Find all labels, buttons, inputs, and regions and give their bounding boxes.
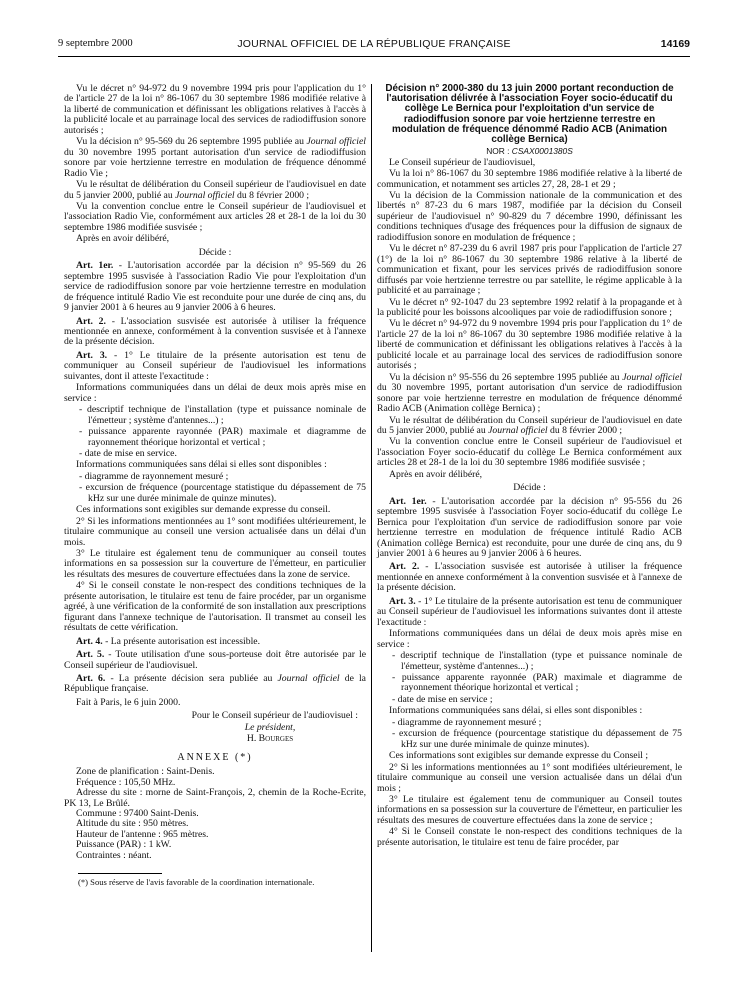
list-item: - diagramme de rayonnement mesuré ; [79, 470, 229, 482]
fait-a-paris: Fait à Paris, le 6 juin 2000. [76, 696, 181, 708]
paragraph: 4° Si le conseil constate le non-respect des conditions techniques de la présente autorisation, le titulaire est tenu de faire procéder, par un organisme agréé, à une vérification de la conformité de son installation aux prescriptions figurant dans l'annexe technique de l'autorisation. Il transmet au conseil les résultats de cette vérification. [64, 580, 366, 634]
visa: Vu la décision n° 95-556 du 26 septembre 1995 publiée au Journal officiel du 30 novembre 1995, portant autorisation d'un service de radiodiffusion sonore par voie hertzienne terrestre en modulation de fréquence dénommé Radio ACB (Animation collège Bernica) ; [377, 371, 682, 415]
list-item: - diagramme de rayonnement mesuré ; [392, 716, 542, 728]
paragraph: 4° Si le Conseil constate le non-respect des conditions techniques de la présente autorisation, le titulaire est tenu de faire procéder, par [377, 826, 682, 848]
signature-pour: Pour le Conseil supérieur de l'audiovisuel : [191, 710, 358, 722]
article-5: Art. 5. - Toute utilisation d'une sous-porteuse doit être autorisée par le Conseil supérieur de l'audiovisuel. [64, 649, 367, 671]
visa: Vu le décret n° 94-972 du 9 novembre 1994 pris pour l'application du 1° de l'article 27 de la loi n° 86-1067 du 30 septembre 1986 modifiée relative à la liberté de communication et définissant les obligations relatives à l'accès à la publicité locale et au parrainage local des services de radiodiffusion sonore autorisés ; [64, 83, 366, 136]
decide-heading: Décide : [198, 246, 232, 258]
footnote: (*) Sous réserve de l'avis favorable de la coordination internationale. [78, 877, 315, 888]
footnote-rule [78, 873, 162, 874]
article-1: Art. 1er. - L'autorisation accordée par la décision n° 95-556 du 26 septembre 1995 susvisée à l'association Foyer socio-éducatif du collège Le Bernica pour l'exploitation d'un service de radiodiffusion sonore par voie hertzienne terrestre en modulation de fréquence intitulé Radio ACB (Animation collège Bernica) est reconduite, pour une durée de cinq ans, du 9 janvier 2001 à 6 heures au 9 janvier 2006 à 6 heures. [377, 495, 682, 559]
annexe-item: Hauteur de l'antenne : 965 mètres. [76, 828, 209, 840]
paragraph: 3° Le titulaire est également tenu de communiquer au conseil toutes informations en sa possession sur la couverture de l'émetteur, en particulier les résultats des mesures de couverture effectuées dans la zone de service. [64, 548, 366, 580]
annexe-item: Adresse du site : morne de Saint-François, 2, chemin de la Roche-Ecrite, PK 13, Le Brûlé. [64, 787, 366, 809]
article-1: Art. 1er. - L'autorisation accordée par la décision n° 95-569 du 26 septembre 1995 susvisée à l'association Radio Vie pour l'exploitation d'un service de radiodiffusion sonore par voie hertzienne terrestre en modulation de fréquence intitulé Radio Vie est reconduite pour une durée de cinq ans, du 9 janvier 2001 à 6 heures au 9 janvier 2006 à 6 heures. [64, 260, 366, 314]
header-rule [58, 56, 690, 57]
annexe-list [64, 767, 366, 861]
conseil-intro: Le Conseil supérieur de l'audiovisuel, [389, 156, 536, 168]
annexe-item: Contraintes : néant. [76, 849, 152, 861]
signature-title: Le président, [244, 721, 296, 733]
info-nodelay-heading: Informations communiquées sans délai, si elles sont disponibles : [389, 705, 643, 717]
info-delay-heading: Informations communiquées dans un délai de deux mois après mise en service : [377, 628, 682, 650]
visa: Vu la convention conclue entre le Conseil supérieur de l'audiovisuel et l'association Radio Vie, conformément aux articles 28 et 28-1 de la loi du 30 septembre 1986 modifiée susvisée ; [64, 200, 366, 233]
header-page-number: 14169 [660, 38, 690, 50]
list-item: - descriptif technique de l'installation (type et puissance nominale de l'émetteur, système d'antennes...) ; [392, 650, 682, 672]
paragraph: Ces informations sont exigibles sur demande expresse du conseil. [76, 504, 331, 516]
visa: Vu la loi n° 86-1067 du 30 septembre 1986 modifiée relative à la liberté de communication, et notamment ses articles 27, 28, 28-1 et 29 ; [377, 168, 682, 190]
list-item: - puissance apparente rayonnée (PAR) maximale et diagramme de rayonnement théorique horizontal et vertical ; [392, 671, 682, 694]
signature-name: H. Bourges [246, 733, 294, 745]
visa: Vu le décret n° 92-1047 du 23 septembre 1992 relatif à la propagande et à la publicité pour les boissons alcooliques par voie de radiodiffusion sonore ; [377, 296, 682, 319]
visa: Vu le résultat de délibération du Conseil supérieur de l'audiovisuel en date du 5 janvier 2000, publié au Journal officiel du 8 février 2000 ; [377, 414, 682, 436]
article-2: Art. 2. - L'association susvisée est autorisée à utiliser la fréquence mentionnée en annexe conformément à la convention susvisée et à l'annexe de la présente décision. [377, 561, 682, 594]
header-journal-title: JOURNAL OFFICIEL DE LA RÉPUBLIQUE FRANÇAISE [237, 38, 511, 50]
apres-deliberation: Après en avoir délibéré, [76, 233, 170, 245]
paragraph: 2° Si les informations mentionnées au 1° sont modifiées ultérieurement, le titulaire communique au conseil une version actualisée dans un délai d'un mois. [64, 515, 366, 548]
visa: Vu la convention conclue entre le Conseil supérieur de l'audiovisuel et l'association Foyer socio-éducatif du collège Le Bernica conformément aux articles 28 et 28-1 de la loi du 30 septembre 1986 modifiée susvisée ; [377, 436, 682, 469]
page-header [58, 38, 690, 52]
list-item: - excursion de fréquence (pourcentage statistique du dépassement de 75 kHz sur une durée minimale de quinze minutes). [79, 482, 366, 504]
info-delay-heading: Informations communiquées dans un délai de deux mois après mise en service : [64, 382, 366, 404]
info-nodelay-heading: Informations communiquées sans délai si elles sont disponibles : [76, 459, 327, 471]
visa: Vu la décision de la Commission nationale de la communication et des libertés n° 87-23 du 6 mars 1987, modifiée par la décision du Conseil supérieur de l'audiovisuel n° 90-829 du 7 décembre 1990, définissant les conditions techniques d'usage des fréquences pour la diffusion de signaux de radiodiffusion sonore en modulation de fréquence ; [377, 190, 682, 243]
list-item: - excursion de fréquence (pourcentage statistique du dépassement de 75 kHz sur une durée minimale de quinze minutes). [392, 728, 682, 750]
paragraph: 2° Si les informations mentionnées au 1° sont modifiées ultérieurement, le titulaire communique au conseil une version actualisée dans un délai d'un mois ; [377, 761, 682, 794]
annexe-title: ANNEXE (*) [177, 751, 253, 763]
article-2: Art. 2. - L'association susvisée est autorisée à utiliser la fréquence mentionnée en annexe, conformément à la convention susvisée et à l'annexe de la présente décision. [64, 315, 366, 348]
decide-heading: Décide : [513, 482, 546, 494]
left-column [64, 84, 366, 888]
visa: Vu le décret n° 87-239 du 6 avril 1987 pris pour l'application de l'article 27 (1°) de la loi n° 86-1067 du 30 septembre 1986 relative à la liberté de communication et fixant, pour les services privés de radiodiffusion sonore diffusés par voie hertzienne terrestre ou par satellite, le régime applicable à la publicité et au parrainage ; [377, 243, 682, 297]
annexe-item: Fréquence : 105,50 MHz. [76, 776, 176, 788]
visa: Vu le résultat de délibération du Conseil supérieur de l'audiovisuel en date du 5 janvier 2000, publié au Journal officiel du 8 février 2000 ; [64, 179, 366, 201]
annexe-item: Altitude du site : 950 mètres. [76, 818, 189, 830]
annexe-item: Zone de planification : Saint-Denis. [76, 766, 215, 778]
article-3: Art. 3. - 1° Le titulaire de la présente autorisation est tenu de communiquer au Conseil supérieur de l'audiovisuel les informations suivantes, dont il atteste l'exactitude : [64, 349, 366, 382]
annexe-item: Commune : 97400 Saint-Denis. [76, 808, 199, 819]
list-item: - descriptif technique de l'installation (type et puissance nominale de l'émetteur ; système d'antennes...) ; [79, 404, 366, 426]
annexe-item: Puissance (PAR) : 1 kW. [76, 839, 172, 851]
article-4: Art. 4. - La présente autorisation est incessible. [76, 635, 261, 647]
header-date: 9 septembre 2000 [58, 38, 133, 49]
visa: Vu le décret n° 94-972 du 9 novembre 1994 pris pour l'application du 1° de l'article 27 de la loi n° 86-1067 du 30 septembre 1986 modifiée relative à la liberté de communication et définissant les obligations relatives à l'accès à la publicité locale et au parrainage local des services de radiodiffusion sonore autorisés ; [377, 318, 682, 372]
list-item: - date de mise en service. [79, 447, 177, 459]
paragraph: Ces informations sont exigibles sur demande expresse du Conseil ; [389, 750, 649, 762]
list-item: - date de mise en service ; [392, 693, 493, 705]
visa: Vu la décision n° 95-569 du 26 septembre 1995 publiée au Journal officiel du 30 novembre 1995 portant autorisation d'un service de radiodiffusion sonore par voie hertzienne terrestre en modulation de fréquence dénommé Radio Vie ; [64, 136, 366, 179]
article-6: Art. 6. - La présente décision sera publiée au Journal officiel de la République française. [64, 673, 366, 695]
nor-reference: NOR : CSAX0001380S [486, 146, 573, 157]
article-3: Art. 3. - 1° Le titulaire de la présente autorisation est tenu de communiquer au Conseil supérieur de l'audiovisuel les informations suivantes dont il atteste l'exactitude : [377, 595, 682, 628]
decision-title: Décision n° 2000-380 du 13 juin 2000 portant reconduction de l'autorisation délivrée à l'association Foyer socio-éducatif du collège Le Bernica pour l'exploitation d'un service de radiodiffusion sonore par voie hertzienne terrestre en modulation de fréquence dénommé Radio ACB (Animation collège Bernica) [385, 83, 674, 146]
list-item: - puissance apparente rayonnée (PAR) maximale et diagramme de rayonnement théorique horizontal et vertical ; [79, 426, 366, 448]
apres-deliberation: Après en avoir délibéré, [389, 468, 483, 480]
paragraph: 3° Le titulaire est également tenu de communiquer au Conseil toutes informations en sa possession sur la couverture de l'émetteur, en particulier les résultats des mesures de couverture effectuées dans la zone de service ; [377, 793, 682, 826]
column-divider [371, 84, 372, 952]
right-column [377, 84, 682, 849]
